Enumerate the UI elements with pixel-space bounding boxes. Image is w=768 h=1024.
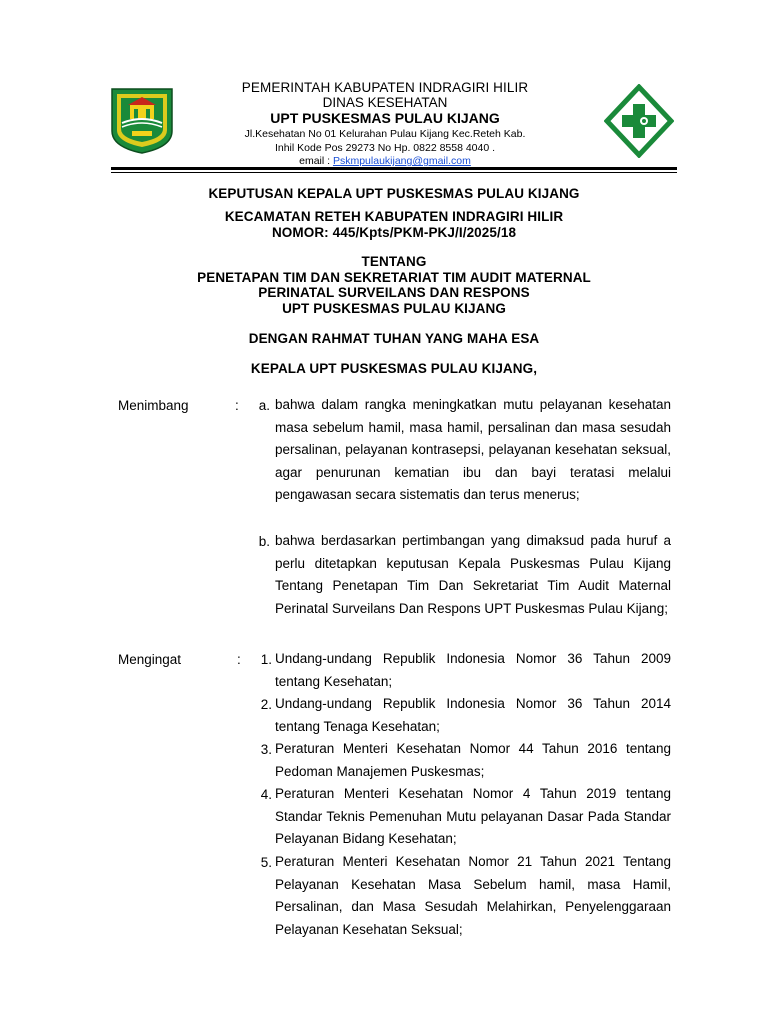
kepala-line [110, 361, 678, 377]
regency-emblem-icon [108, 85, 176, 155]
title-line-1: KEPUTUSAN KEPALA UPT PUSKESMAS PULAU KIJANG [208, 186, 580, 201]
letterhead-government: PEMERINTAH KABUPATEN INDRAGIRI HILIR [241, 80, 529, 95]
decree-number: NOMOR: 445/Kpts/PKM-PKJ/I/2025/18 [271, 224, 517, 240]
tentang-heading: TENTANG [361, 254, 427, 269]
email-link[interactable]: Pskmpulaukijang@gmail.com [332, 155, 471, 167]
decree-title [110, 186, 678, 202]
decree-subject [110, 254, 678, 316]
menimbang-mark-b: b. [258, 534, 270, 549]
mengingat-item-1: Undang-undang Republik Indonesia Nomor 36 Tahun 2009 tentang Kesehatan; [275, 651, 671, 689]
mengingat-colon: : [237, 652, 241, 667]
mengingat-label: Mengingat [118, 652, 182, 667]
puskesmas-logo-icon [604, 84, 674, 158]
menimbang-label: Menimbang [118, 398, 189, 413]
rahmat-line [110, 331, 678, 347]
mengingat-mark-3: 3. [260, 742, 272, 757]
letterhead [180, 80, 590, 168]
mengingat-item-2: Undang-undang Republik Indonesia Nomor 36 Tahun 2014 tentang Tenaga Kesehatan; [275, 696, 671, 734]
mengingat-mark-4: 4. [260, 787, 272, 802]
letterhead-agency: DINAS KESEHATAN [322, 95, 448, 110]
kepala-text: KEPALA UPT PUSKESMAS PULAU KIJANG, [250, 361, 538, 376]
mengingat-mark-1: 1. [260, 652, 272, 667]
menimbang-item-b: bahwa berdasarkan pertimbangan yang dimaksud pada huruf a perlu ditetapkan keputusan Kepala Puskesmas Pulau Kijang Tentang Penetapan Tim Dan Sekretariat Tim Audit Maternal Perinatal Surveilans Dan Respons UPT Puskesmas Pulau Kijang; [275, 533, 671, 616]
letterhead-rule-thin [111, 172, 677, 173]
menimbang-colon: : [235, 398, 239, 413]
mengingat-item-5: Peraturan Menteri Kesehatan Nomor 21 Tahun 2021 Tentang Pelayanan Kesehatan Masa Sebelum hamil, masa Hamil, Persalinan, dan Masa Sesudah Melahirkan, Penyelenggaraan Pelayanan Kesehatan Seksual; [275, 854, 671, 937]
menimbang-item-a: bahwa dalam rangka meningkatkan mutu pelayanan kesehatan masa sebelum hamil, masa hamil, persalinan dan masa sesudah persalinan, pelayanan kontrasepsi, pelayanan kesehatan seksual, agar penurunan kematian ibu dan bayi teratasi melalui pengawasan secara sistematis dan terus menerus; [275, 397, 671, 503]
subject-line-2: PERINATAL SURVEILANS DAN RESPONS [258, 285, 530, 300]
mengingat-item-3: Peraturan Menteri Kesehatan Nomor 44 Tahun 2016 tentang Pedoman Manajemen Puskesmas; [275, 741, 671, 779]
menimbang-mark-a: a. [258, 398, 270, 413]
mengingat-mark-5: 5. [260, 855, 272, 870]
mengingat-item-4: Peraturan Menteri Kesehatan Nomor 4 Tahun 2019 tentang Standar Teknis Pemenuhan Mutu pelayanan Dasar Pada Standar Pelayanan Bidang Kesehatan; [275, 786, 671, 847]
letterhead-rule-thick [111, 167, 677, 170]
subject-line-3: UPT PUSKESMAS PULAU KIJANG [282, 300, 506, 316]
letterhead-institution: UPT PUSKESMAS PULAU KIJANG [270, 110, 500, 126]
letterhead-address-1: Jl.Kesehatan No 01 Kelurahan Pulau Kijang Kec.Reteh Kab. [244, 128, 526, 140]
subject-line-1: PENETAPAN TIM DAN SEKRETARIAT TIM AUDIT MATERNAL [197, 269, 591, 285]
rahmat-text: DENGAN RAHMAT TUHAN YANG MAHA ESA [248, 331, 540, 346]
email-label: email : [299, 155, 333, 167]
title-line-2: KECAMATAN RETEH KABUPATEN INDRAGIRI HILIR [224, 209, 564, 224]
decree-title-2 [110, 209, 678, 240]
mengingat-mark-2: 2. [260, 697, 272, 712]
letterhead-address-2: Inhil Kode Pos 29273 No Hp. 0822 8558 4040 . [274, 142, 496, 154]
